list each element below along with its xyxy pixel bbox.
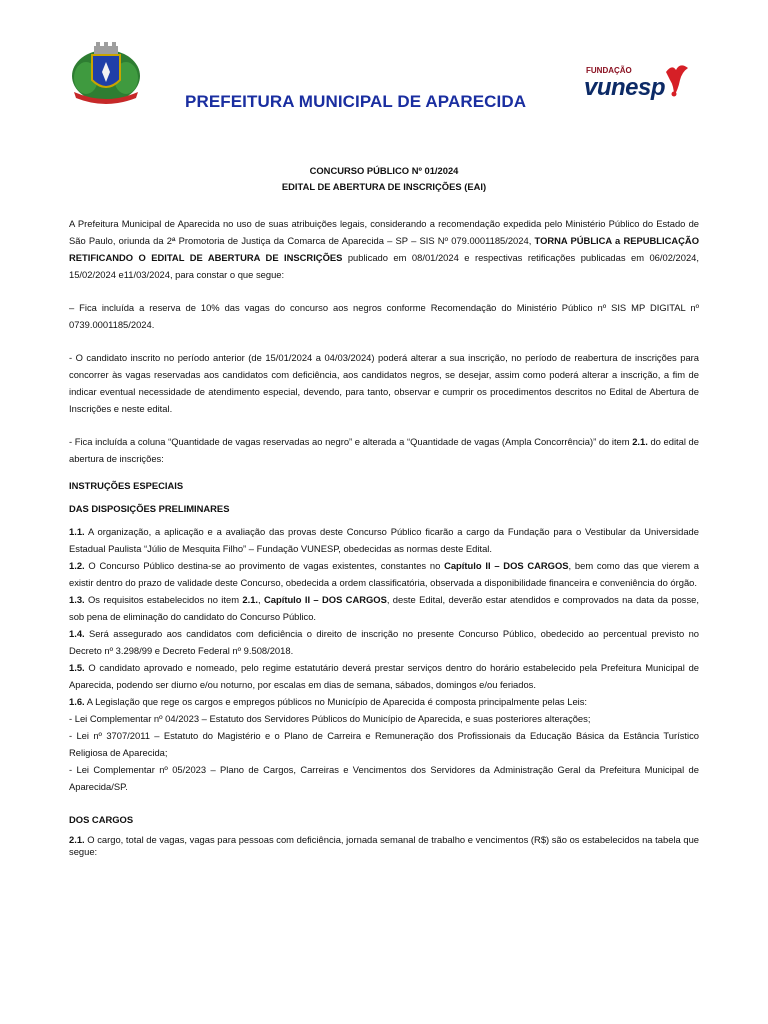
heading-disposicoes: DAS DISPOSIÇÕES PRELIMINARES <box>69 503 230 514</box>
note-alteracao-inscricao: - O candidato inscrito no período anterior (de 15/01/2024 a 04/03/2024) poderá alterar a sua inscrição, no período de reabertura de inscrições para concorrer às vagas reservadas aos candidatos com deficiência, aos candidatos negros, se desejar, assim como poderá alterar a inscrição, a fim de indicar eventual necessidade de atendimento especial, devendo, para tanto, observar e cumprir os procedimentos descritos no Edital de Abertura de Inscrições e neste edital. <box>69 352 699 414</box>
logo-foundation-label: FUNDAÇÃO <box>586 66 632 75</box>
item-1-2: 1.2. O Concurso Público destina-se ao provimento de vagas existentes, constantes no Capítulo II – DOS CARGOS, bem como das que vierem a existir dentro do prazo de validade deste Concurso, obedecida a ordem classificatória, observada a disponibilidade financeira e conveniência do órgão. <box>69 560 699 588</box>
vunesp-flame-icon <box>660 62 690 98</box>
item-1-1: 1.1. A organização, a aplicação e a avaliação das provas deste Concurso Público ficarão a cargo da Fundação para o Vestibular da Universidade Estadual Paulista “Júlio de Mesquita Filho” – Fundação VUNESP, obedecidas as normas deste Edital. <box>69 526 699 554</box>
item-1-5: 1.5. O candidato aprovado e nomeado, pelo regime estatutário deverá prestar serviços dentro do horário estabelecido pela Prefeitura Municipal de Aparecida, podendo ser diurno e/ou noturno, por escalas em dias de semana, sábados, domingos e/ou feriados. <box>69 662 699 690</box>
document-header <box>0 0 768 130</box>
item-1-4: 1.4. Será assegurado aos candidatos com deficiência o direito de inscrição no presente Concurso Público, obedecido ao percentual previsto no Decreto nº 3.298/99 e Decreto Federal nº 9.508/2018. <box>69 628 699 656</box>
item-1-3: 1.3. Os requisitos estabelecidos no item 2.1., Capítulo II – DOS CARGOS, deste Edital, deverão estar atendidos e comprovados na data da posse, sob pena de eliminação do candidato do Concurso Público. <box>69 594 699 622</box>
law-item: - Lei nº 3707/2011 – Estatuto do Magistério e o Plano de Carreira e Remuneração dos Profissionais da Educação Básica da Estância Turístico Religiosa de Aparecida; <box>69 730 699 758</box>
intro-paragraph: A Prefeitura Municipal de Aparecida no uso de suas atribuições legais, considerando a recomendação expedida pelo Ministério Público do Estado de São Paulo, oriunda da 2ª Promotoria de Justiça da Comarca de Aparecida – SP – SIS Nº 079.0001185/2024, TORNA PÚBLICA a REPUBLICAÇÃO RETIFICANDO O EDITAL DE ABERTURA DE INSCRIÇÕES publicado em 08/01/2024 e respectivas retificações publicadas em 06/02/2024, 15/02/2024 e11/03/2024, para constar o que segue: <box>69 218 699 280</box>
document-body <box>69 163 699 858</box>
law-item: - Lei Complementar nº 04/2023 – Estatuto dos Servidores Públicos do Município de Aparecida, e suas posteriores alterações; <box>69 713 591 724</box>
doc-title-1: CONCURSO PÚBLICO Nº 01/2024 <box>309 165 459 176</box>
heading-instrucoes: INSTRUÇÕES ESPECIAIS <box>69 480 184 491</box>
item-2-1: 2.1. O cargo, total de vagas, vagas para pessoas com deficiência, jornada semanal de trabalho e vencimentos (R$) são os estabelecidos na tabela que segue: <box>69 834 699 857</box>
heading-dos-cargos: DOS CARGOS <box>69 814 134 825</box>
logo-vunesp-wordmark: vunesp <box>584 74 666 101</box>
law-item: - Lei Complementar nº 05/2023 – Plano de Cargos, Carreiras e Vencimentos dos Servidores da Administração Geral da Prefeitura Municipal de Aparecida/SP. <box>69 764 699 792</box>
page-title: PREFEITURA MUNICIPAL DE APARECIDA <box>185 92 527 111</box>
note-reserva-negros: – Fica incluída a reserva de 10% das vagas do concurso aos negros conforme Recomendação do Ministério Público nº SIS MP DIGITAL nº 0739.0001185/2024. <box>69 302 699 330</box>
doc-title-2: EDITAL DE ABERTURA DE INSCRIÇÕES (EAI) <box>281 181 487 192</box>
item-1-6: 1.6. A Legislação que rege os cargos e empregos públicos no Município de Aparecida é composta principalmente pelas Leis: <box>69 696 588 707</box>
note-coluna-vagas: - Fica incluída a coluna “Quantidade de vagas reservadas ao negro” e alterada a “Quantidade de vagas (Ampla Concorrência)” do item 2.1. do edital de abertura de inscrições: <box>69 436 699 464</box>
municipal-coat-of-arms-icon <box>66 40 146 106</box>
